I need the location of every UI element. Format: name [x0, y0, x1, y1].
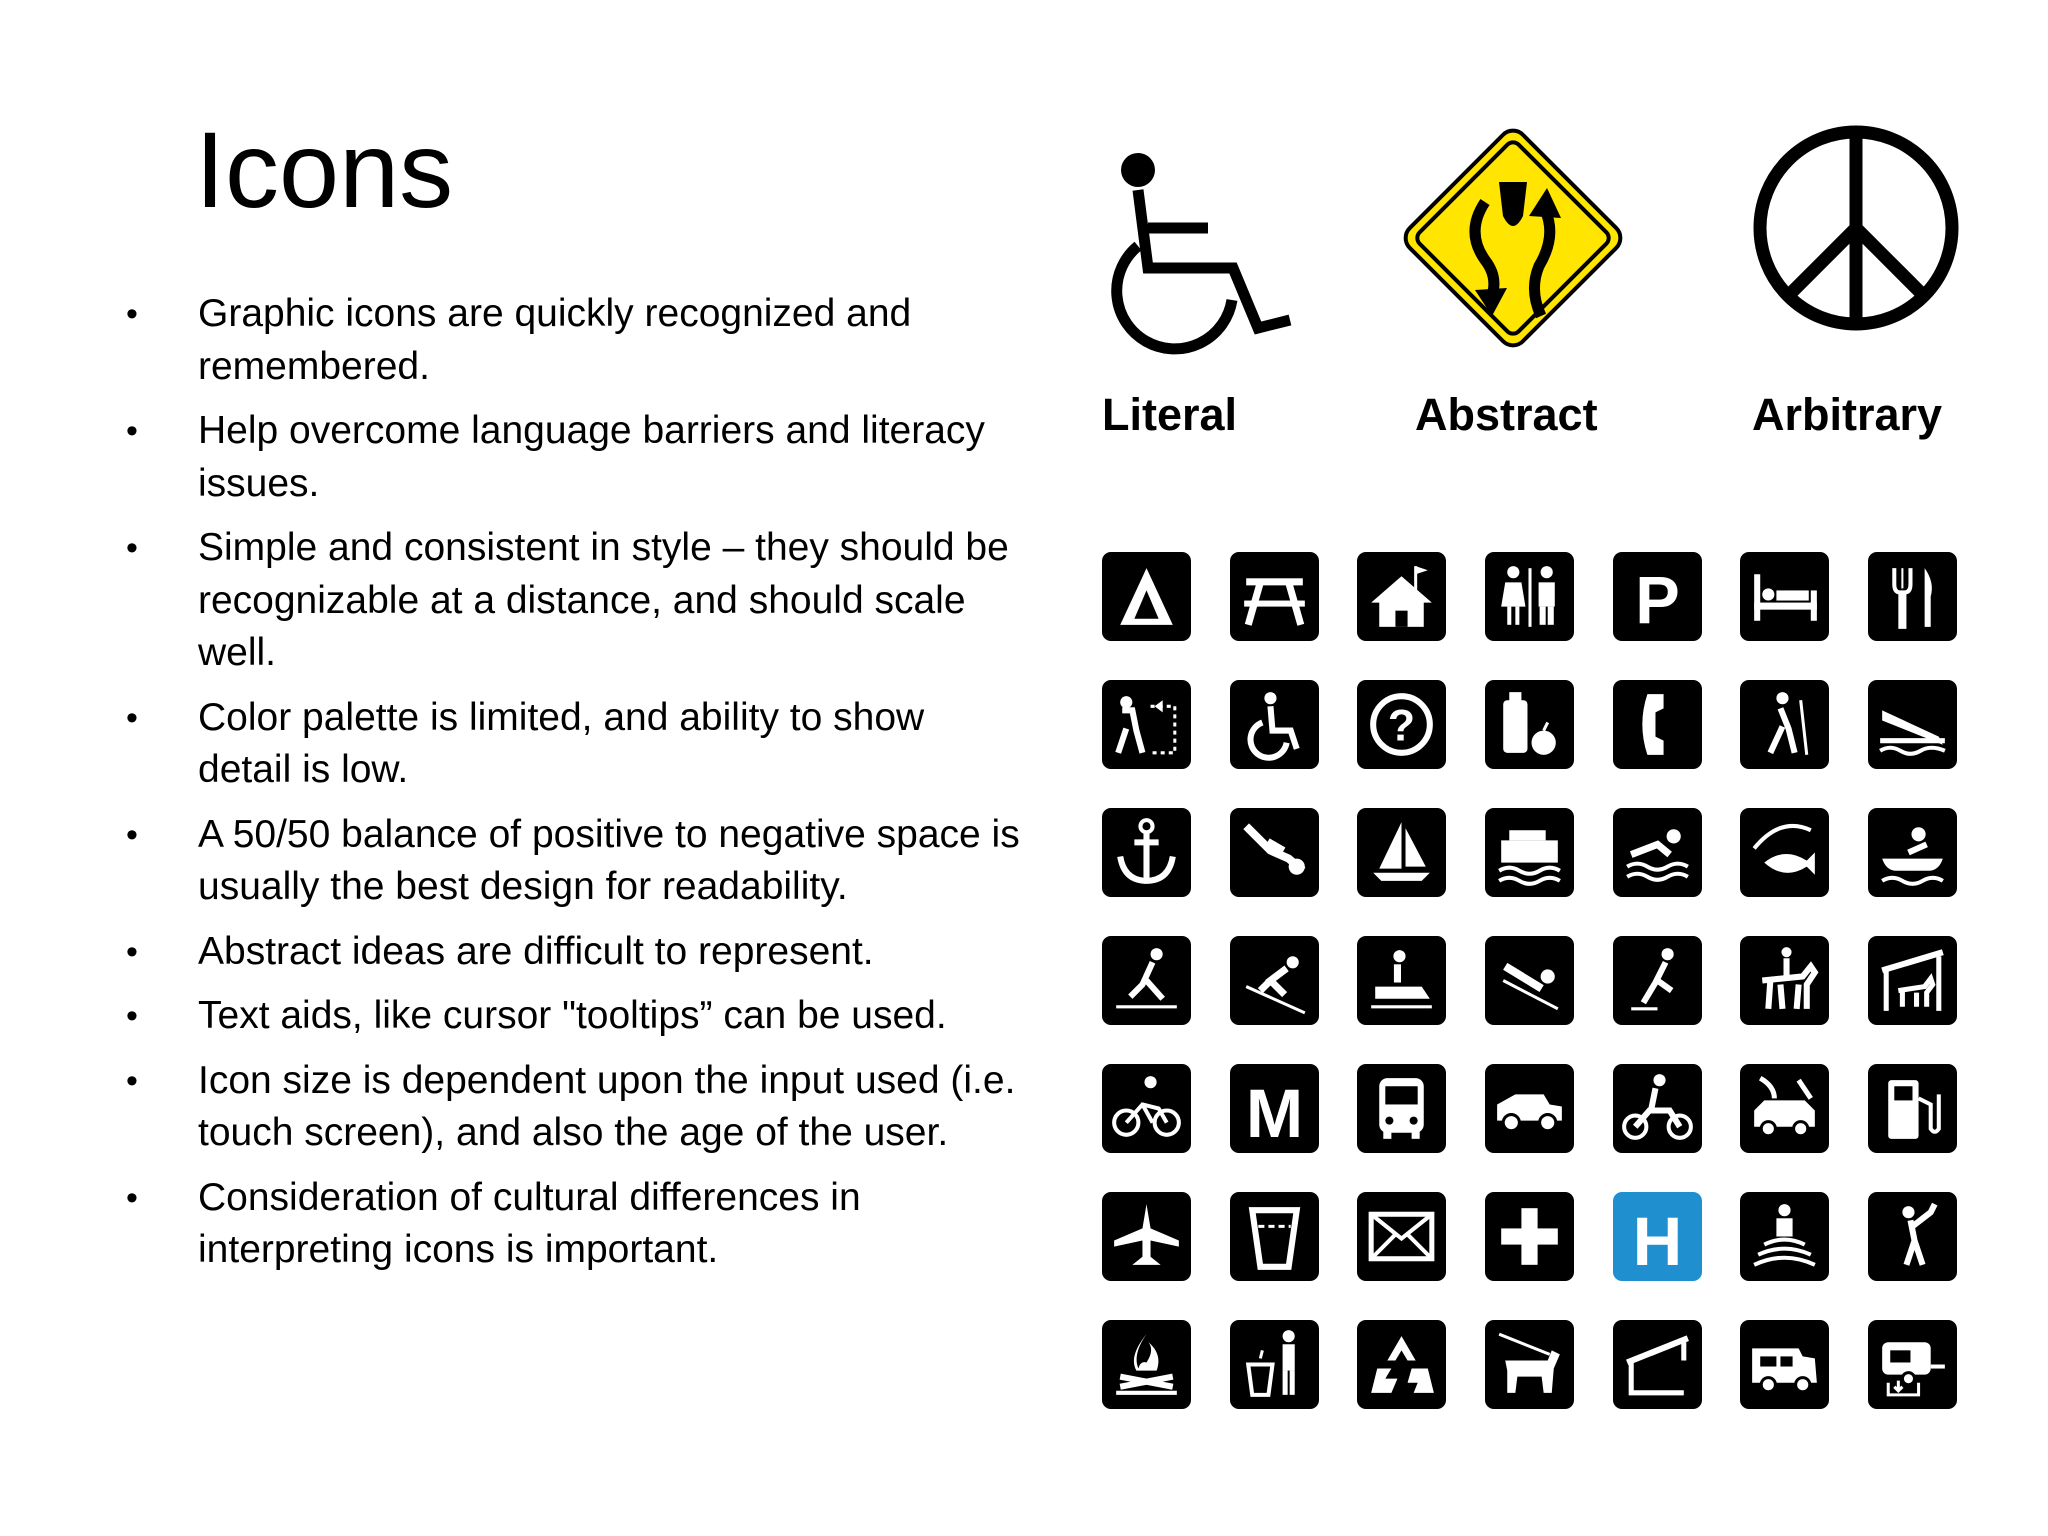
gas-station-icon [1868, 1064, 1957, 1153]
bullet-item [120, 990, 1020, 1043]
rafting-icon [1868, 808, 1957, 897]
divided-highway-sign-icon [1395, 120, 1631, 356]
mechanic-icon [1740, 1064, 1829, 1153]
bullet-text: Graphic icons are quickly recognized and remembered. [198, 292, 912, 388]
bullet-dot: • [126, 1061, 138, 1100]
ice-skating-icon [1613, 936, 1702, 1025]
rv-campground-icon [1740, 1320, 1829, 1409]
parking-icon [1613, 552, 1702, 641]
bullet-text: A 50/50 balance of positive to negative space is usually the best design for readability. [198, 812, 1020, 908]
stable-icon [1868, 936, 1957, 1025]
horseback-riding-icon [1740, 936, 1829, 1025]
trailhead-icon [1102, 680, 1191, 769]
information-icon [1357, 680, 1446, 769]
slide-title: Icons [195, 109, 454, 230]
airport-icon [1102, 1192, 1191, 1281]
bullet-item [120, 692, 1020, 797]
cross-country-skiing-icon [1102, 936, 1191, 1025]
bicycle-trail-icon [1102, 1064, 1191, 1153]
bullet-dot: • [126, 997, 138, 1035]
bullet-text: Simple and consistent in style – they should be recognizable at a distance, and should scale well. [198, 526, 1009, 674]
abstract-label: Abstract [1415, 389, 1598, 440]
bullet-list [120, 288, 1020, 1289]
bus-icon [1357, 1064, 1446, 1153]
recycling-icon [1357, 1320, 1446, 1409]
golfing-icon [1868, 1192, 1957, 1281]
boat-launch-icon [1868, 680, 1957, 769]
anchor-icon [1102, 808, 1191, 897]
bullet-item [120, 809, 1020, 914]
downhill-skiing-icon [1230, 936, 1319, 1025]
litter-receptacle-icon [1230, 1320, 1319, 1409]
trailer-sanitary-station-icon [1868, 1320, 1957, 1409]
bullet-text: Color palette is limited, and ability to show detail is low. [198, 695, 925, 791]
restaurant-icon [1868, 552, 1957, 641]
arbitrary-label: Arbitrary [1752, 389, 1943, 440]
svg-text:M: M [1245, 1074, 1304, 1152]
fishing-icon [1740, 808, 1829, 897]
hiking-icon [1740, 680, 1829, 769]
bullet-item [120, 288, 1020, 393]
bullet-item [120, 1172, 1020, 1277]
svg-text:H: H [1632, 1202, 1683, 1280]
wheelchair-accessible-icon [1230, 680, 1319, 769]
tent-icon [1102, 552, 1191, 641]
campfire-icon [1102, 1320, 1191, 1409]
restrooms-icon [1485, 552, 1574, 641]
ranger-station-icon [1357, 552, 1446, 641]
hospital-icon [1613, 1192, 1702, 1281]
grocery-icon [1485, 680, 1574, 769]
post-office-icon [1357, 1192, 1446, 1281]
scuba-diving-icon [1230, 808, 1319, 897]
jeep-trail-icon [1485, 1064, 1574, 1153]
bullet-dot: • [126, 932, 138, 971]
bullet-text: Abstract ideas are difficult to represent. [198, 929, 874, 973]
bullet-item [120, 1055, 1020, 1160]
drinking-water-icon [1230, 1192, 1319, 1281]
sailing-icon [1357, 808, 1446, 897]
radiator-water-icon [1740, 1192, 1829, 1281]
lodging-icon [1740, 552, 1829, 641]
shelter-icon [1613, 1320, 1702, 1409]
bullet-item [120, 522, 1020, 680]
bullet-text: Help overcome language barriers and literacy issues. [198, 409, 985, 505]
metro-icon [1230, 1064, 1319, 1153]
telephone-icon [1613, 680, 1702, 769]
bullet-dot: • [126, 698, 138, 737]
bullet-item [120, 926, 1020, 979]
literal-label: Literal [1102, 389, 1238, 440]
first-aid-icon [1485, 1192, 1574, 1281]
sledding-icon [1485, 936, 1574, 1025]
picnic-table-icon [1230, 552, 1319, 641]
bullet-dot: • [126, 529, 138, 567]
motorbike-trail-icon [1613, 1064, 1702, 1153]
bullet-text: Text aids, like cursor "tooltips” can be used. [198, 994, 947, 1037]
pets-on-leash-icon [1485, 1320, 1574, 1409]
bullet-dot: • [126, 412, 138, 450]
svg-text:P: P [1635, 563, 1680, 638]
swimming-icon [1613, 808, 1702, 897]
snowmobile-icon [1357, 936, 1446, 1025]
peace-symbol-icon [1748, 120, 1964, 336]
svg-text:?: ? [1387, 701, 1416, 751]
bullet-dot: • [126, 815, 138, 854]
bullet-text: Consideration of cultural differences in interpreting icons is important. [198, 1175, 861, 1271]
wheelchair-icon [1090, 150, 1300, 360]
ferry-icon [1485, 808, 1574, 897]
bullet-dot: • [126, 1178, 138, 1217]
bullet-item [120, 405, 1020, 510]
bullet-dot: • [126, 295, 138, 333]
bullet-text: Icon size is dependent upon the input used (i.e. touch screen), and also the age of the user. [198, 1058, 1016, 1154]
